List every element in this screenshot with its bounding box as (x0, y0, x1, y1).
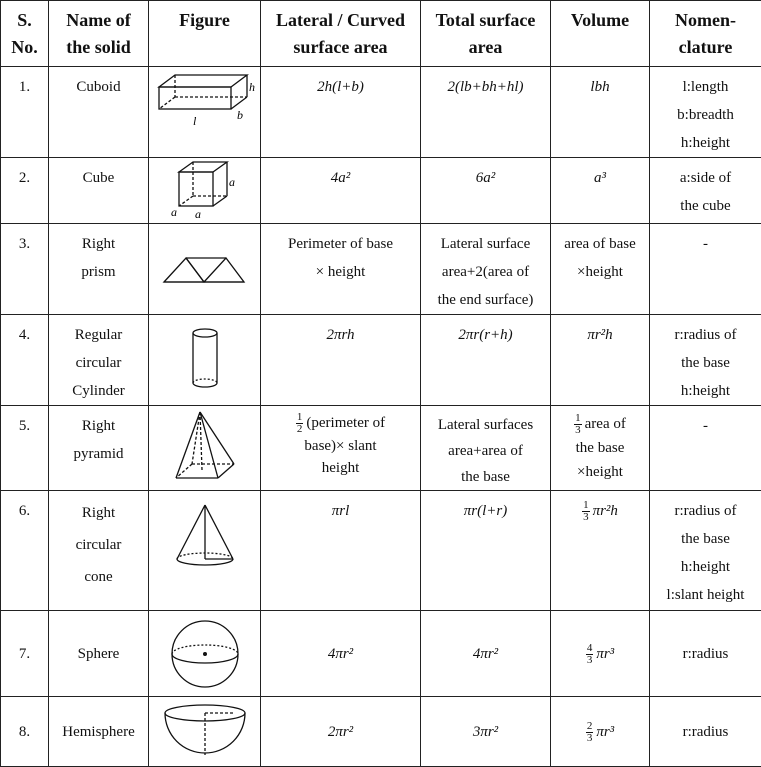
volume-cell: area of base ×height (551, 224, 650, 315)
hemisphere-figure (160, 703, 250, 763)
volume-cell: a³ (551, 158, 650, 224)
volume-cell: $\frac{1}{3}$ area of the base ×height (551, 406, 650, 491)
sno-cell: 2. (1, 158, 49, 224)
cone-figure (173, 501, 237, 571)
header-name: Name of the solid (49, 1, 149, 67)
table-row (1, 158, 761, 224)
table-row (1, 406, 761, 491)
nomen-cell: r:radius of the base h:height l:slant height (650, 491, 761, 611)
volume-cell: $\frac{1}{3}$ πr²h (551, 491, 650, 611)
sno-cell: 7. (1, 611, 49, 697)
nomen-cell: - (650, 224, 761, 315)
cuboid-figure (155, 67, 255, 129)
total-cell: Lateral surface area+2(area of the end surface) (421, 224, 551, 315)
total-cell: 3πr² (421, 697, 551, 767)
svg-text:h: h (249, 80, 255, 94)
figure-cell (149, 611, 261, 697)
volume-cell: $\frac{2}{3}$ πr³ (551, 697, 650, 767)
lateral-cell: 4a² (261, 158, 421, 224)
sno-cell: 3. (1, 224, 49, 315)
table-row (1, 67, 761, 158)
figure-cell (149, 491, 261, 611)
sphere-figure (168, 617, 242, 691)
lateral-cell: $\frac{1}{2}$ (perimeter of base)× slant height (261, 406, 421, 491)
nomen-cell: r:radius of the base h:height (650, 315, 761, 406)
name-cell: Right prism (49, 224, 149, 315)
volume-cell: πr²h (551, 315, 650, 406)
total-cell: 6a² (421, 158, 551, 224)
nomen-cell: r:radius (650, 611, 761, 697)
nomen-cell (650, 67, 761, 158)
cylinder-figure (185, 325, 225, 395)
lateral-cell: Perimeter of base × height (261, 224, 421, 315)
svg-text:a: a (195, 207, 201, 220)
svg-text:l: l (193, 114, 197, 128)
total-cell: 4πr² (421, 611, 551, 697)
sno-cell: 1. (1, 67, 49, 158)
svg-text:a: a (171, 205, 177, 219)
name-cell: Cuboid (49, 67, 149, 158)
table-row (1, 224, 761, 315)
figure-cell (149, 158, 261, 224)
nomen-line: a:side of (650, 164, 761, 192)
nomen-cell (650, 158, 761, 224)
header-total: Total surface area (421, 1, 551, 67)
total-cell: Lateral surfaces area+area of the base (421, 406, 551, 491)
header-volume: Volume (551, 1, 650, 67)
prism-figure (160, 232, 250, 292)
sno-cell: 5. (1, 406, 49, 491)
sno-cell: 8. (1, 697, 49, 767)
name-cell: Right circular cone (49, 491, 149, 611)
svg-text:b: b (237, 108, 243, 122)
svg-text:a: a (229, 175, 235, 189)
name-cell: Regular circular Cylinder (49, 315, 149, 406)
nomen-line: b:breadth (650, 101, 761, 129)
figure-cell (149, 697, 261, 767)
table-row (1, 611, 761, 697)
lateral-cell: 2h(l+b) (261, 67, 421, 158)
figure-cell (149, 315, 261, 406)
header-lateral: Lateral / Curved surface area (261, 1, 421, 67)
name-cell: Sphere (49, 611, 149, 697)
header-figure: Figure (149, 1, 261, 67)
cube-figure (165, 158, 245, 220)
name-cell: Cube (49, 158, 149, 224)
lateral-cell: πrl (261, 491, 421, 611)
nomen-line: the cube (650, 192, 761, 220)
nomen-cell: - (650, 406, 761, 491)
table-row (1, 697, 761, 767)
sno-cell: 4. (1, 315, 49, 406)
lateral-cell: 2πrh (261, 315, 421, 406)
nomen-line: h:height (650, 129, 761, 157)
total-cell: πr(l+r) (421, 491, 551, 611)
name-cell: Right pyramid (49, 406, 149, 491)
lateral-cell: 4πr² (261, 611, 421, 697)
nomen-cell: r:radius (650, 697, 761, 767)
header-sno: S. No. (1, 1, 49, 67)
table-row (1, 315, 761, 406)
volume-cell: $\frac{4}{3}$ πr³ (551, 611, 650, 697)
table-row (1, 491, 761, 611)
volume-cell: lbh (551, 67, 650, 158)
sno-cell: 6. (1, 491, 49, 611)
header-nomen: Nomen- clature (650, 1, 761, 67)
total-cell: 2(lb+bh+hl) (421, 67, 551, 158)
lateral-cell: 2πr² (261, 697, 421, 767)
figure-cell (149, 67, 261, 158)
figure-cell (149, 406, 261, 491)
name-cell: Hemisphere (49, 697, 149, 767)
nomen-line: l:length (650, 73, 761, 101)
total-cell: 2πr(r+h) (421, 315, 551, 406)
figure-cell (149, 224, 261, 315)
header-row (1, 1, 761, 67)
pyramid-figure (170, 408, 240, 484)
